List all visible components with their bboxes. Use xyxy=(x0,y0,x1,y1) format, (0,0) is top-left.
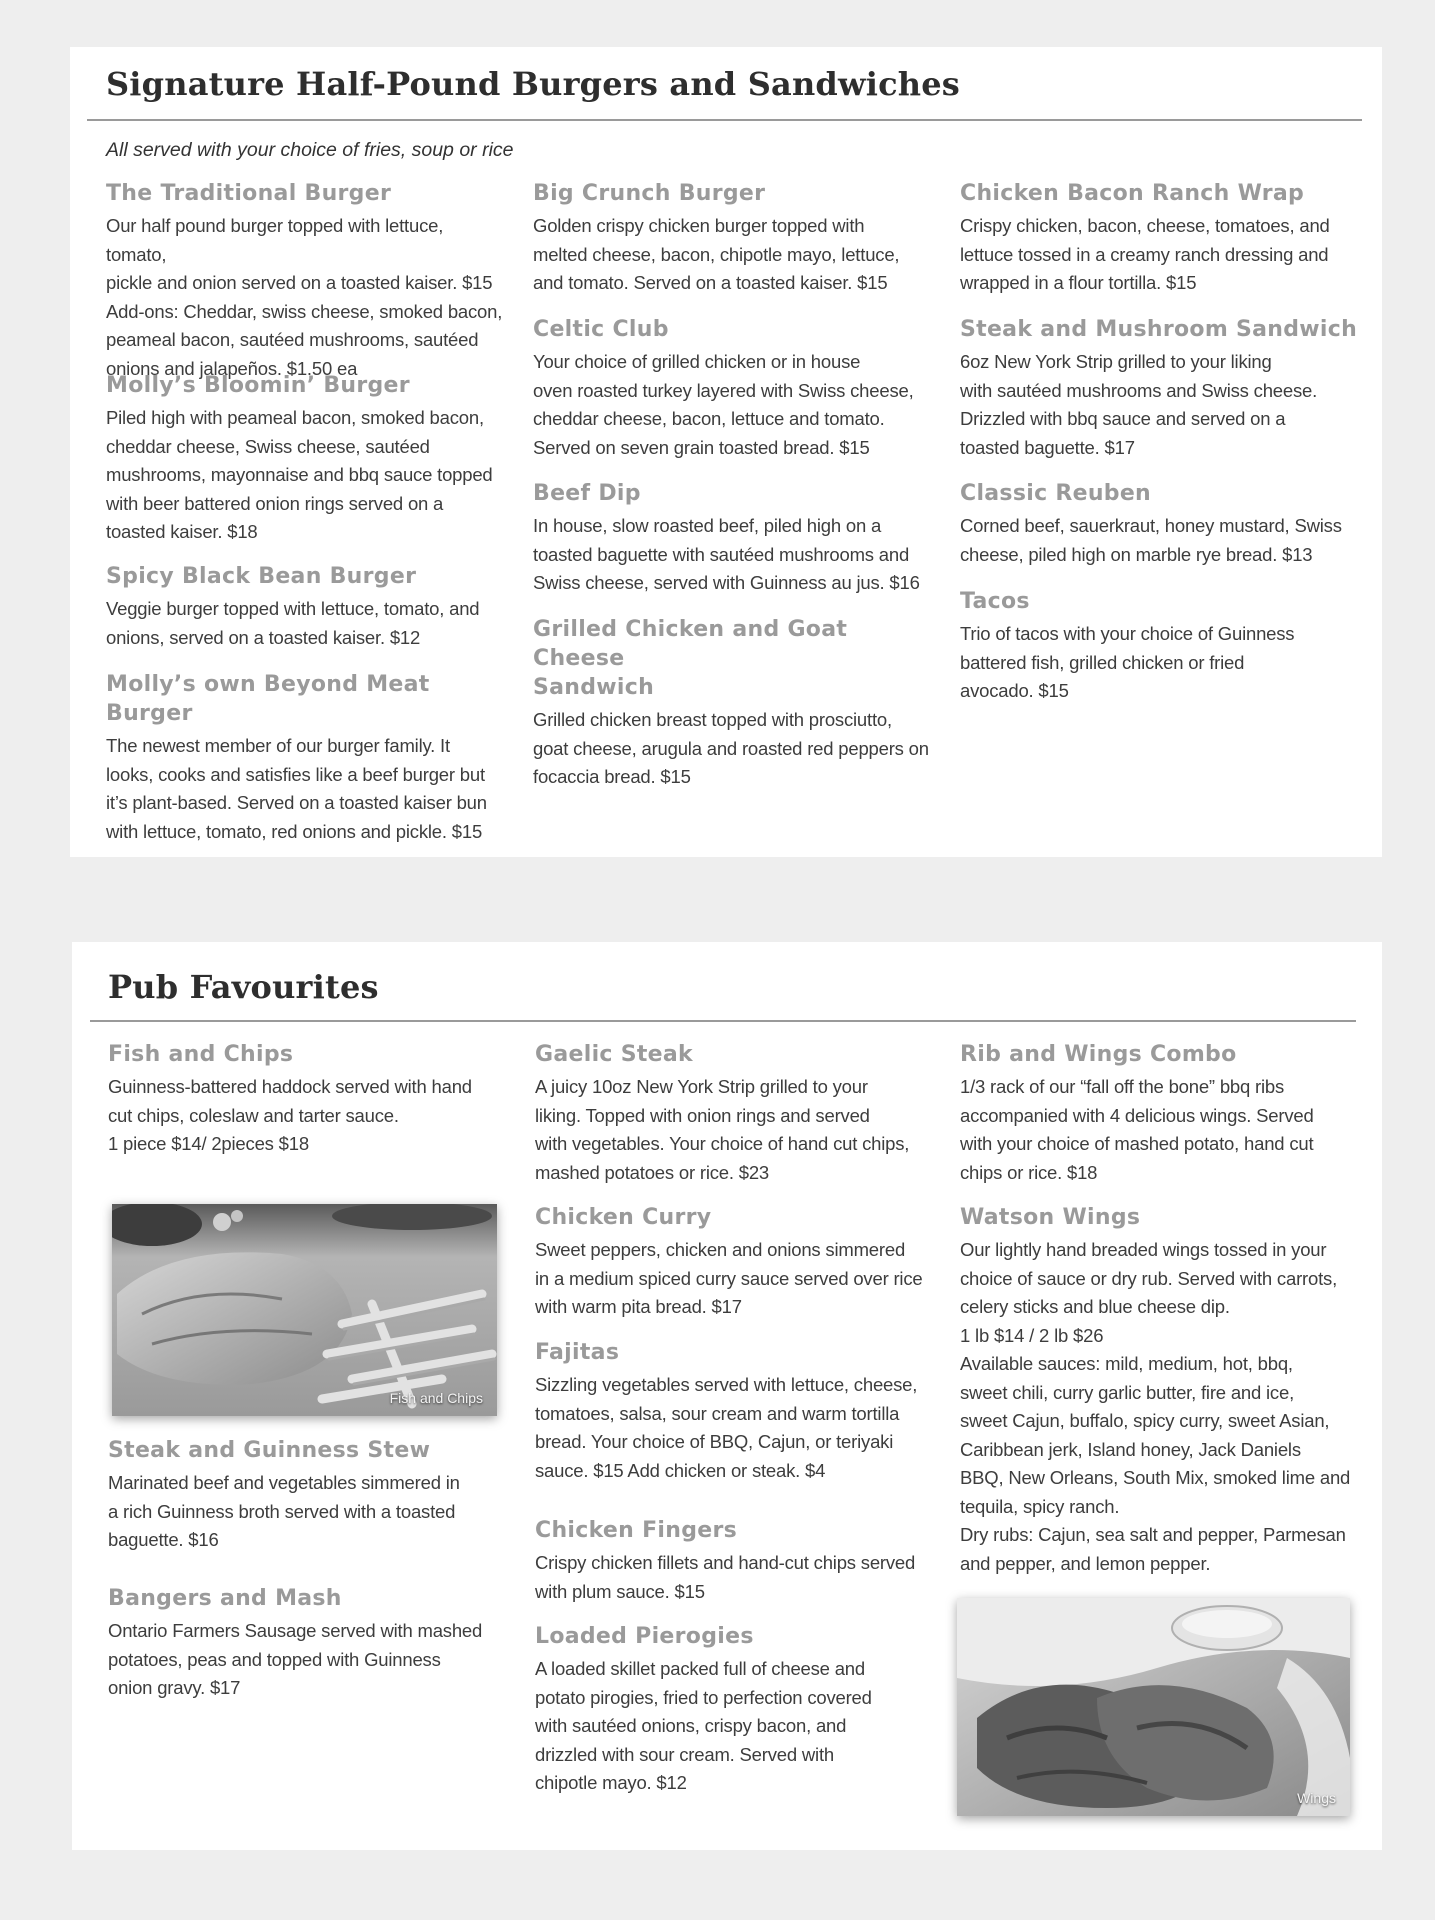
item-name: Fish and Chips xyxy=(108,1042,294,1067)
item-name: Gaelic Steak xyxy=(535,1042,693,1067)
menu-item-fajitas xyxy=(535,1338,917,1485)
photo-caption: Fish and Chips xyxy=(389,1390,483,1406)
title-divider xyxy=(87,119,1362,121)
item-name: Spicy Black Bean Burger xyxy=(106,564,417,589)
item-description: Piled high with peameal bacon, smoked bacon, cheddar cheese, Swiss cheese, sautéed mushrooms, mayonnaise and bbq sauce topped with beer battered onion rings served on a toasted kaiser. $18 xyxy=(106,407,493,542)
menu-item-black-bean-burger xyxy=(106,562,479,652)
item-description: In house, slow roasted beef, piled high on a toasted baguette with sautéed mushrooms and Swiss cheese, served with Guinness au jus. $16 xyxy=(533,515,920,593)
menu-item-gaelic-steak xyxy=(535,1040,909,1187)
menu-item-chicken-fingers xyxy=(535,1516,915,1606)
item-description: Corned beef, sauerkraut, honey mustard, Swiss cheese, piled high on marble rye bread. $13 xyxy=(960,515,1342,565)
item-description: Ontario Farmers Sausage served with mashed potatoes, peas and topped with Guinness onion gravy. $17 xyxy=(108,1620,483,1698)
item-description: A loaded skillet packed full of cheese and potato pirogies, fried to perfection covered with sautéed onions, crispy bacon, and drizzled with sour cream. Served with chipotle mayo. $12 xyxy=(535,1658,872,1793)
item-name: Steak and Guinness Stew xyxy=(108,1438,431,1463)
fish-and-chips-image xyxy=(112,1204,497,1416)
section-title: Signature Half-Pound Burgers and Sandwiches xyxy=(106,65,961,103)
menu-item-traditional-burger xyxy=(106,179,506,383)
photo-caption: Wings xyxy=(1297,1790,1336,1806)
title-divider xyxy=(90,1020,1356,1022)
burgers-section xyxy=(70,47,1382,857)
item-name: Tacos xyxy=(960,589,1030,614)
item-name: Rib and Wings Combo xyxy=(960,1042,1237,1067)
item-description: Marinated beef and vegetables simmered in a rich Guinness broth served with a toasted baguette. $16 xyxy=(108,1472,460,1550)
section-title: Pub Favourites xyxy=(108,968,379,1006)
item-description: Our half pound burger topped with lettuce, tomato, pickle and onion served on a toasted kaiser. $15 Add-ons: Cheddar, swiss cheese, smoked bacon, peameal bacon, sautéed mushrooms, sautéed onions and jalapeños. $1.50 ea xyxy=(106,215,503,379)
menu-item-big-crunch-burger xyxy=(533,179,899,298)
item-description: Golden crispy chicken burger topped with melted cheese, bacon, chipotle mayo, lettuce, and tomato. Served on a toasted kaiser. $15 xyxy=(533,215,900,293)
item-name: Classic Reuben xyxy=(960,481,1152,506)
menu-item-bloomin-burger xyxy=(106,371,493,547)
item-name: Molly’s own Beyond Meat Burger xyxy=(106,672,430,726)
item-name: Grilled Chicken and Goat Cheese Sandwich xyxy=(533,617,848,700)
menu-item-rib-and-wings-combo xyxy=(960,1040,1314,1187)
menu-item-chicken-curry xyxy=(535,1203,922,1322)
item-name: Celtic Club xyxy=(533,317,669,342)
section-subtitle: All served with your choice of fries, soup or rice xyxy=(106,139,514,161)
item-name: Watson Wings xyxy=(960,1205,1141,1230)
menu-item-bangers-and-mash xyxy=(108,1584,482,1703)
item-description: Our lightly hand breaded wings tossed in your choice of sauce or dry rub. Served with carrots, celery sticks and blue cheese dip. 1 lb $14 / 2 lb $26 Available sauces: mild, medium, hot, bbq, sweet chili, curry garlic butter, fire and ice, sweet Cajun, buffalo, spicy curry, sweet Asian, Caribbean jerk, Island honey, Jack Daniels BBQ, New Orleans, South Mix, smoked lime and tequila, spicy ranch. Dry rubs: Cajun, sea salt and pepper, Parmesan and pepper, and lemon pepper. xyxy=(960,1239,1351,1574)
item-description: Veggie burger topped with lettuce, tomato, and onions, served on a toasted kaiser. $12 xyxy=(106,598,480,648)
item-name: Steak and Mushroom Sandwich xyxy=(960,317,1358,342)
menu-item-tacos xyxy=(960,587,1294,706)
item-name: Loaded Pierogies xyxy=(535,1624,754,1649)
pub-favourites-section xyxy=(72,942,1382,1850)
item-description: Sweet peppers, chicken and onions simmered in a medium spiced curry sauce served over rice with warm pita bread. $17 xyxy=(535,1239,923,1317)
item-name: Chicken Fingers xyxy=(535,1518,738,1543)
item-name: Bangers and Mash xyxy=(108,1586,342,1611)
item-description: Sizzling vegetables served with lettuce, cheese, tomatoes, salsa, sour cream and warm tortilla bread. Your choice of BBQ, Cajun, or teriyaki sauce. $15 Add chicken or steak. $4 xyxy=(535,1374,918,1481)
item-description: Crispy chicken fillets and hand-cut chips served with plum sauce. $15 xyxy=(535,1552,916,1602)
item-description: Your choice of grilled chicken or in house oven roasted turkey layered with Swiss cheese, cheddar cheese, bacon, lettuce and tomato. Served on seven grain toasted bread. $15 xyxy=(533,351,914,458)
menu-item-chicken-bacon-ranch-wrap xyxy=(960,179,1330,298)
menu-item-steak-mushroom-sandwich xyxy=(960,315,1357,462)
menu-item-classic-reuben xyxy=(960,479,1342,569)
item-name: Big Crunch Burger xyxy=(533,181,766,206)
menu-item-beyond-meat-burger xyxy=(106,670,506,846)
item-name: Beef Dip xyxy=(533,481,641,506)
item-description: The newest member of our burger family. It looks, cooks and satisfies like a beef burger but it’s plant-based. Served on a toasted kaiser bun with lettuce, tomato, red onions and pickle. $15 xyxy=(106,735,487,842)
menu-item-loaded-pierogies xyxy=(535,1622,872,1798)
item-name: Fajitas xyxy=(535,1340,620,1365)
item-name: The Traditional Burger xyxy=(106,181,392,206)
item-description: A juicy 10oz New York Strip grilled to your liking. Topped with onion rings and served with vegetables. Your choice of hand cut chips, mashed potatoes or rice. $23 xyxy=(535,1076,910,1183)
menu-item-celtic-club xyxy=(533,315,914,462)
item-description: 1/3 rack of our “fall off the bone” bbq ribs accompanied with 4 delicious wings. Served with your choice of mashed potato, hand cut chips or rice. $18 xyxy=(960,1076,1314,1183)
menu-item-grilled-chicken-goat-cheese xyxy=(533,615,933,792)
item-description: Grilled chicken breast topped with prosciutto, goat cheese, arugula and roasted red peppers on focaccia bread. $15 xyxy=(533,709,929,787)
item-description: Crispy chicken, bacon, cheese, tomatoes, and lettuce tossed in a creamy ranch dressing and wrapped in a flour tortilla. $15 xyxy=(960,215,1330,293)
menu-item-beef-dip xyxy=(533,479,920,598)
menu-item-fish-and-chips xyxy=(108,1040,472,1159)
wings-image xyxy=(957,1598,1350,1816)
menu-item-steak-guinness-stew xyxy=(108,1436,460,1555)
item-description: Guinness-battered haddock served with hand cut chips, coleslaw and tarter sauce. 1 piece $14/ 2pieces $18 xyxy=(108,1076,472,1154)
item-description: 6oz New York Strip grilled to your liking with sautéed mushrooms and Swiss cheese. Drizzled with bbq sauce and served on a toasted baguette. $17 xyxy=(960,351,1318,458)
menu-item-watson-wings xyxy=(960,1203,1350,1578)
item-description: Trio of tacos with your choice of Guinness battered fish, grilled chicken or fried avocado. $15 xyxy=(960,623,1295,701)
item-name: Molly’s Bloomin’ Burger xyxy=(106,373,410,398)
fish-and-chips-photo xyxy=(112,1204,497,1416)
item-name: Chicken Curry xyxy=(535,1205,712,1230)
item-name: Chicken Bacon Ranch Wrap xyxy=(960,181,1305,206)
wings-photo xyxy=(957,1598,1350,1816)
